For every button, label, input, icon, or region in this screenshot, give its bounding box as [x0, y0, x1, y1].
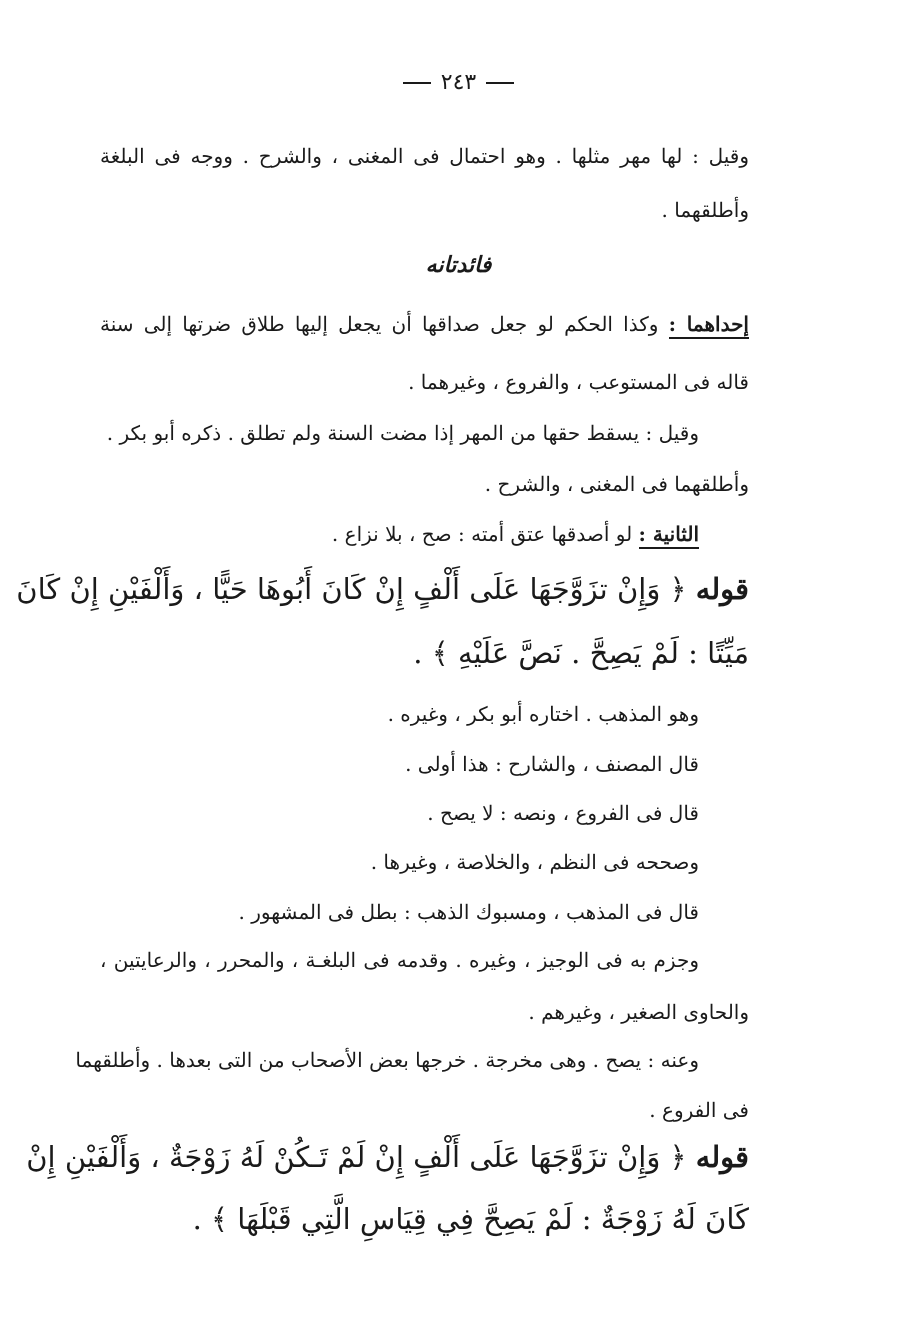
text-line-6: وأطلقهما فى المغنى ، والشرح . — [484, 472, 749, 496]
section-title: فائدتانه — [425, 252, 492, 278]
first-point-text: وكذا الحكم لو جعل صداقها أن يجعل إليها طلاق ضرتها إلى سنة — [100, 312, 669, 336]
text-line-11: وصححه فى النظم ، والخلاصة ، وغيرها . — [370, 850, 699, 874]
page-number: ٢٤٣ — [440, 70, 477, 95]
text-line-7 — [332, 522, 699, 546]
text-line-13: وجزم به فى الوجيز ، وغيره . وقدمه فى البلغـة ، والمحرر ، والرعايتين ، — [100, 948, 699, 972]
text-line-2: وأطلقهما . — [661, 198, 749, 222]
quote-text-1: ﴿ وَإِنْ تزَوَّجَهَا عَلَى أَلْفٍ إِنْ كَانَ أَبُوهَا حَيًّا ، وَأَلْفَيْنِ إِنْ كَانَ — [16, 572, 696, 606]
first-point-label: إحداهما : — [669, 312, 749, 339]
header-dash-left — [403, 82, 431, 84]
quote-lead-1: قوله — [695, 572, 749, 606]
quote-lead-3: قوله — [695, 1140, 749, 1174]
second-point-text: لو أصدقها عتق أمته : صح ، بلا نزاع . — [331, 522, 639, 546]
text-line-9: قال المصنف ، والشارح : هذا أولى . — [405, 752, 699, 776]
text-line-8: وهو المذهب . اختاره أبو بكر ، وغيره . — [387, 702, 699, 726]
second-point-label: الثانية : — [639, 522, 699, 549]
page-header — [0, 70, 917, 95]
quote-line-2: مَيِّتًا : لَمْ يَصِحَّ . نَصَّ عَلَيْهِ ﴾ . — [413, 636, 749, 670]
text-line-10: قال فى الفروع ، ونصه : لا يصح . — [427, 801, 699, 825]
quote-line-1 — [16, 572, 749, 607]
text-line-16: فى الفروع . — [649, 1098, 749, 1122]
text-line-12: قال فى المذهب ، ومسبوك الذهب : بطل فى المشهور . — [238, 900, 699, 924]
text-line-5: وقيل : يسقط حقها من المهر إذا مضت السنة ولم تطلق . ذكره أبو بكر . — [106, 421, 699, 445]
text-line-3 — [100, 312, 749, 336]
text-line-4: قاله فى المستوعب ، والفروع ، وغيرهما . — [408, 370, 749, 394]
header-dash-right — [486, 82, 514, 84]
quote-line-3 — [26, 1140, 749, 1175]
text-line-14: والحاوى الصغير ، وغيرهم . — [528, 1000, 749, 1024]
text-line-1: وقيل : لها مهر مثلها . وهو احتمال فى المغنى ، والشرح . ووجه فى البلغة — [100, 144, 749, 168]
text-line-15: وعنه : يصح . وهى مخرجة . خرجها بعض الأصحاب من التى بعدها . وأطلقهما — [75, 1048, 699, 1072]
quote-line-4: كَانَ لَهُ زَوْجَةٌ : لَمْ يَصِحَّ فِي قِيَاسِ الَّتِي قَبْلَهَا ﴾ . — [192, 1202, 749, 1236]
quote-text-3: ﴿ وَإِنْ تزَوَّجَهَا عَلَى أَلْفٍ إِنْ لَمْ تَـكُنْ لَهُ زَوْجَةٌ ، وَأَلْفَيْنِ إِنْ — [26, 1140, 696, 1174]
